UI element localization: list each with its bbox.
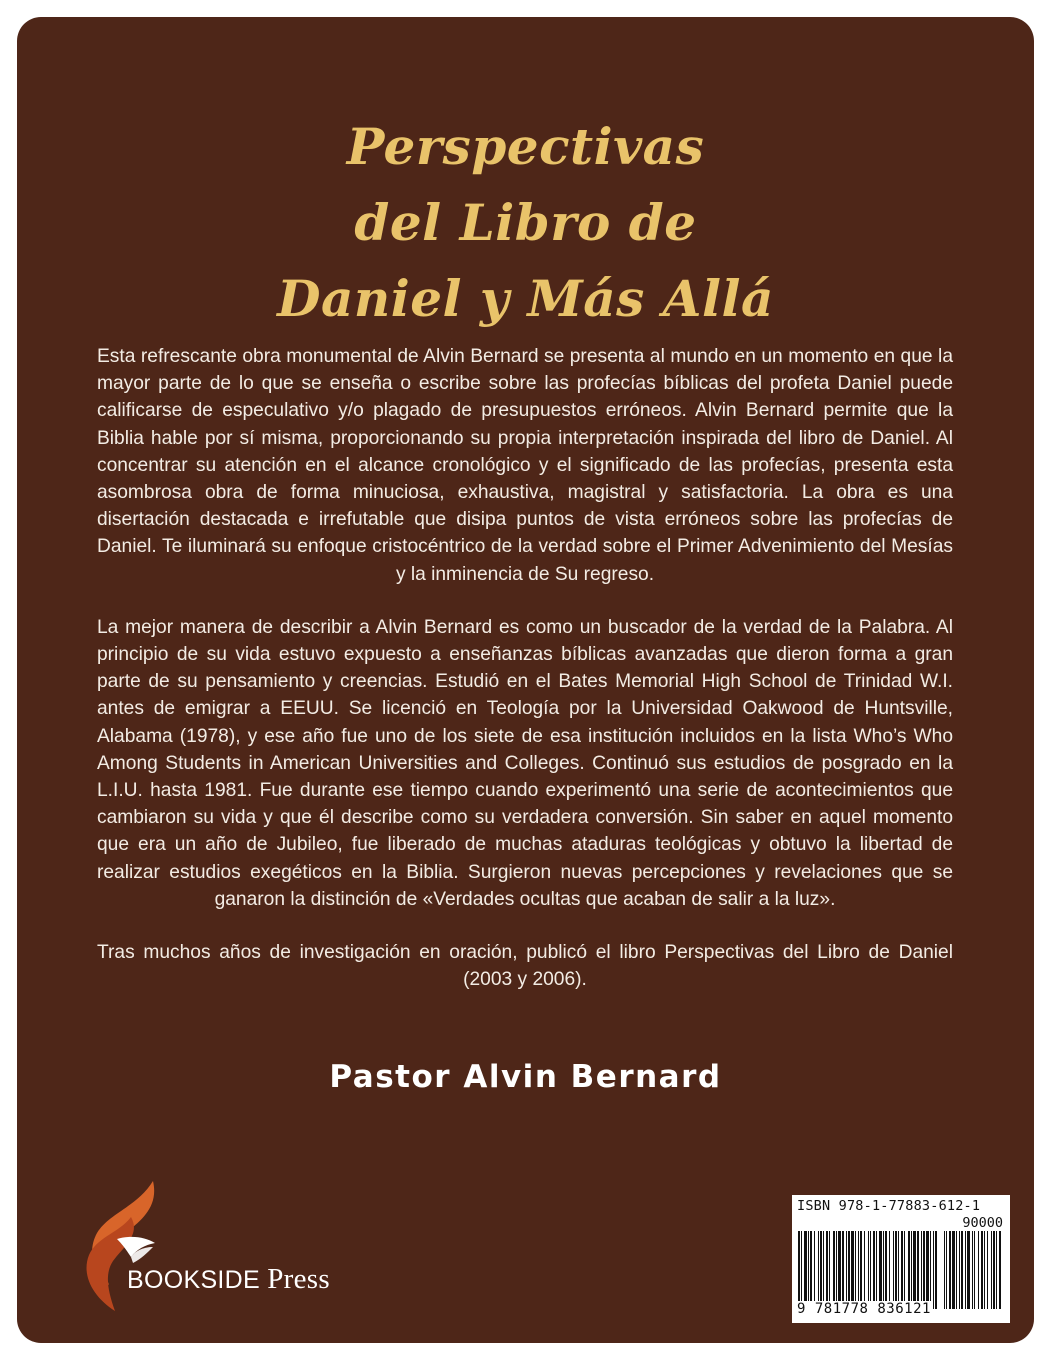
barcode-bar: [823, 1231, 824, 1309]
barcode-addon-bar: [965, 1231, 966, 1309]
barcode-addon-bar: [999, 1231, 1001, 1309]
barcode-addon-bar: [978, 1231, 979, 1309]
barcode-bar: [923, 1231, 925, 1309]
flame-bird-icon: [71, 1177, 171, 1317]
price-code: 90000: [962, 1215, 1003, 1231]
barcode-bar: [870, 1231, 871, 1309]
publisher-name-main: BOOKSIDE: [127, 1266, 260, 1294]
barcode-bar: [842, 1231, 844, 1309]
blurb-paragraph-2: La mejor manera de describir a Alvin Bernard es como un buscador de la verdad de la Palabra. Al principio de su vida estuvo expuesto a enseñanzas bíblicas avanzadas que dieron forma a gran parte de su pensamiento y creencias. Estudió en el Bates Memorial High School de Trinidad W.I. antes de emigrar a EEUU. Se licenció en Teología por la Universidad Oakwood de Huntsville, Alabama (1978), y ese año fue uno de los siete de esa institución incluidos en la lista Who’s Who Among Students in American Universities and Colleges. Continuó sus estudios de posgrado en la L.I.U. hasta 1981. Fue durante ese tiempo cuando experimentó una serie de acontecimientos que cambiaron su vida y que él describe como su verdadera conversión. Sin saber en aquel momento que era un año de Jubileo, fue liberado de muchas ataduras teológicas y obtuvo la libertad de realizar estudios exegéticos en la Biblia. Surgieron nuevas percepciones y revelaciones que se ganaron la distinción de «Verdades ocultas que acaban de salir a la luz».: [97, 616, 953, 910]
barcode-addon-bar: [993, 1231, 995, 1309]
barcode-addon-bar: [967, 1231, 970, 1309]
barcode-addon-bar: [956, 1231, 957, 1309]
barcode-bar: [808, 1231, 809, 1309]
barcode-bar: [921, 1231, 922, 1309]
barcode-bar: [860, 1231, 862, 1309]
barcode-bar: [911, 1231, 912, 1309]
barcode-bar: [895, 1231, 897, 1309]
barcode-addon-bar: [981, 1231, 983, 1309]
barcode-bar: [836, 1231, 837, 1309]
blurb-paragraph-1: Esta refrescante obra monumental de Alvin Bernard se presenta al mundo en un momento en que la mayor parte de lo que se enseña o escribe sobre las profecías bíblicas del profeta Daniel puede calificarse de especulativo y/o plagado de presupuestos erróneos. Alvin Bernard permite que la Biblia hable por sí misma, proporcionando su propia interpretación inspirada del libro de Daniel. Al concentrar su atención en el alcance cronológico y el significado de las profecías, presenta esta asombrosa obra de forma minuciosa, exhaustiva, magistral y satisfactoria. La obra es una disertación destacada e irrefutable que disipa puntos de vista erróneos sobre las profecías de Daniel. Te iluminará su enfoque cristocéntrico de la verdad sobre el Primer Advenimiento del Mesías y la inminencia de Su regreso.: [97, 346, 953, 585]
barcode-bar: [818, 1231, 819, 1309]
barcode-bar: [933, 1231, 934, 1309]
barcode-bar: [868, 1231, 869, 1309]
barcode-bar: [798, 1231, 800, 1309]
publisher-name-suffix: Press: [267, 1263, 330, 1295]
barcode-bar: [873, 1231, 875, 1309]
barcode-bars: [798, 1231, 1004, 1309]
barcode-addon-bar: [961, 1231, 963, 1309]
barcode-addon-bar: [944, 1231, 945, 1309]
title-line-1: Perspectivas: [346, 117, 705, 176]
barcode-addon-bar: [946, 1231, 947, 1309]
barcode-bar: [885, 1231, 887, 1309]
blurb: [97, 343, 953, 1019]
title-line-2: del Libro de: [354, 193, 697, 252]
barcode-bar: [883, 1231, 884, 1309]
barcode-bar: [855, 1231, 856, 1309]
publisher-logo: [71, 1177, 361, 1317]
barcode-bar: [814, 1231, 815, 1309]
barcode-bar: [913, 1231, 916, 1309]
barcode-bar: [917, 1231, 919, 1309]
barcode-addon-bar: [974, 1231, 975, 1309]
barcode-bar: [898, 1231, 899, 1309]
barcode-bar: [801, 1231, 802, 1309]
barcode-bar: [864, 1231, 865, 1309]
barcode-addon-bar: [984, 1231, 985, 1309]
barcode-bar: [926, 1231, 929, 1309]
barcode-bar: [833, 1231, 835, 1309]
barcode-bar: [908, 1231, 910, 1309]
ean-digits: 9 781778 836121: [797, 1301, 931, 1317]
publisher-name: [127, 1263, 330, 1296]
barcode-addon-bar: [972, 1231, 973, 1309]
barcode-addon-bar: [952, 1231, 955, 1309]
barcode-bar: [826, 1231, 828, 1309]
barcode-bar: [829, 1231, 830, 1309]
back-cover: [17, 17, 1034, 1343]
barcode-bar: [810, 1231, 812, 1309]
author-name: Pastor Alvin Bernard: [329, 1059, 722, 1095]
barcode-addon-bar: [959, 1231, 960, 1309]
barcode-bar: [879, 1231, 882, 1309]
barcode-bar: [935, 1231, 937, 1309]
barcode-bar: [930, 1231, 931, 1309]
blurb-paragraph-3: Tras muchos años de investigación en oración, publicó el libro Perspectivas del Libro de Daniel (2003 y 2006).: [97, 942, 953, 991]
barcode-bar: [820, 1231, 822, 1309]
barcode-bar: [893, 1231, 894, 1309]
barcode-addon-bar: [949, 1231, 951, 1309]
barcode-bar: [851, 1231, 854, 1309]
barcode: [792, 1195, 1010, 1323]
barcode-bar: [858, 1231, 859, 1309]
barcode-addon-bar: [987, 1231, 988, 1309]
title-line-3: Daniel y Más Allá: [277, 269, 774, 328]
barcode-bar: [901, 1231, 903, 1309]
barcode-addon-bar: [991, 1231, 992, 1309]
barcode-bar: [846, 1231, 847, 1309]
barcode-bar: [876, 1231, 877, 1309]
barcode-bar: [904, 1231, 905, 1309]
barcode-bar: [838, 1231, 841, 1309]
book-title: [17, 109, 1034, 337]
barcode-addon-bar: [996, 1231, 997, 1309]
isbn-text: ISBN 978-1-77883-612-1: [797, 1198, 981, 1214]
barcode-bar: [848, 1231, 850, 1309]
barcode-bar: [804, 1231, 807, 1309]
barcode-bar: [889, 1231, 890, 1309]
